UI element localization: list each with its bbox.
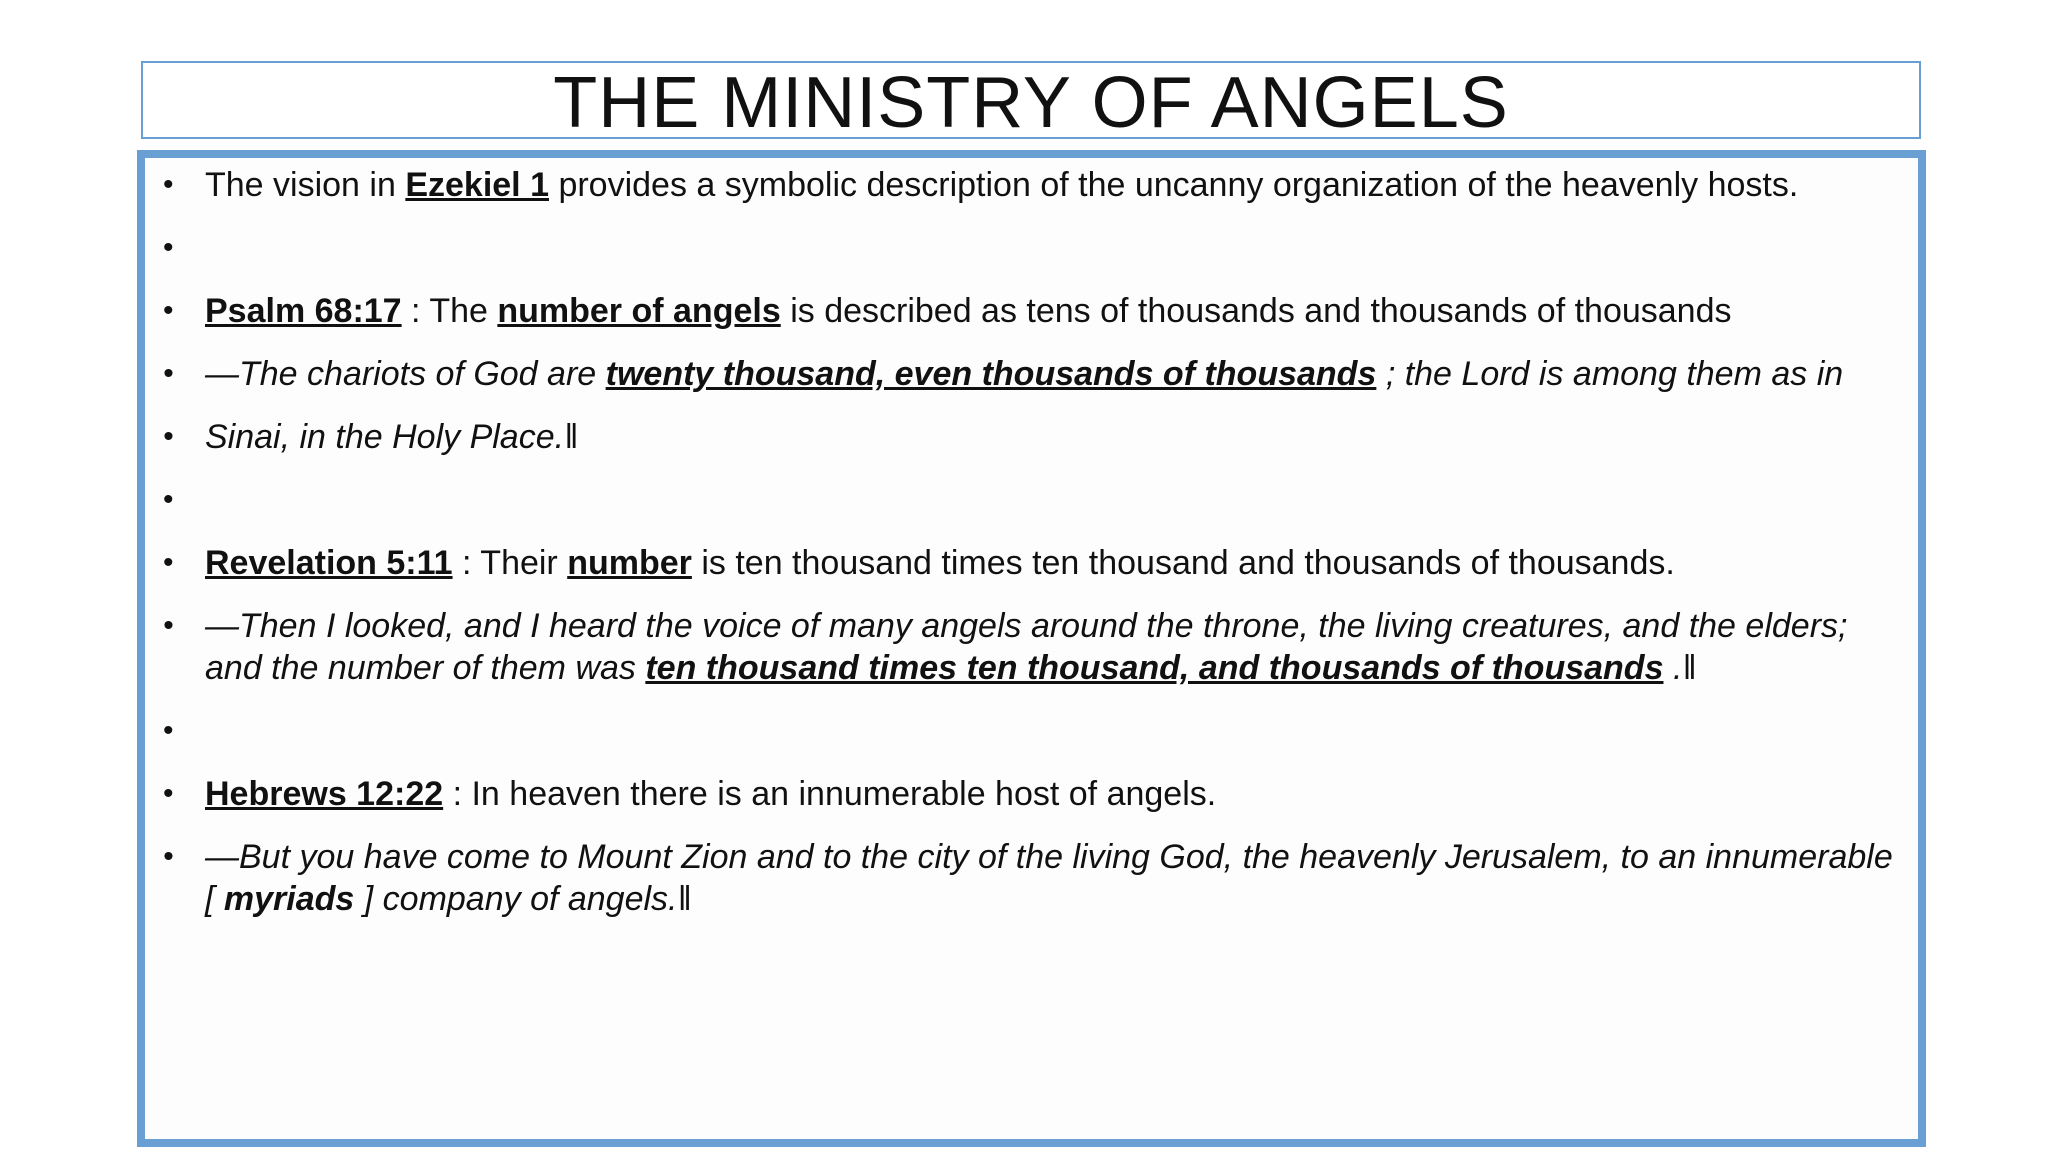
bullet-list bbox=[163, 164, 1903, 941]
slide-title: THE MINISTRY OF ANGELS bbox=[553, 63, 1509, 143]
bullet-hebrews bbox=[163, 773, 1903, 815]
bullet-empty bbox=[163, 227, 1903, 269]
bullet-dot: • bbox=[163, 714, 174, 747]
bullet-dot: • bbox=[163, 357, 174, 390]
bullet-revelation bbox=[163, 542, 1903, 584]
quote-text-pre: ―But you have come to Mount Zion and to the city of the living God, the heavenly Jerusalem, to an innumerable [ bbox=[205, 838, 1893, 918]
bullet-dot: • bbox=[163, 231, 174, 264]
quote-text: Sinai, in the Holy Place.‖ bbox=[205, 418, 579, 456]
emphasis-twenty-thousand: twenty thousand, even thousands of thousands bbox=[605, 355, 1377, 393]
scripture-ref-revelation: Revelation 5:11 bbox=[205, 544, 453, 582]
quote-text-post: ] company of angels.‖ bbox=[363, 880, 692, 918]
bullet-dot: • bbox=[163, 840, 174, 873]
bullet-dot: • bbox=[163, 168, 174, 201]
scripture-ref-psalm: Psalm 68:17 bbox=[205, 292, 402, 330]
bullet-dot: • bbox=[163, 294, 174, 327]
emphasis-number-of-angels: number of angels bbox=[497, 292, 781, 330]
bullet-ezekiel bbox=[163, 164, 1903, 206]
bullet-psalm-quote-cont bbox=[163, 416, 1903, 458]
emphasis-myriads: myriads bbox=[223, 880, 355, 918]
bullet-text-post: is ten thousand times ten thousand and thousands of thousands. bbox=[701, 544, 1675, 582]
bullet-hebrews-quote bbox=[163, 836, 1903, 920]
emphasis-ten-thousand-times: ten thousand times ten thousand, and thousands of thousands bbox=[645, 649, 1664, 687]
bullet-dot: • bbox=[163, 420, 174, 453]
bullet-empty bbox=[163, 710, 1903, 752]
quote-text-pre: ―Then I looked, and I heard the voice of many angels around the throne, the living creatures, and the elders; and the number of them was bbox=[205, 607, 1848, 687]
bullet-text-post: is described as tens of thousands and thousands of thousands bbox=[790, 292, 1732, 330]
scripture-ref-hebrews: Hebrews 12:22 bbox=[205, 775, 444, 813]
bullet-text-pre: The vision in bbox=[205, 166, 406, 204]
emphasis-number: number bbox=[567, 544, 692, 582]
bullet-dot: • bbox=[163, 777, 174, 810]
content-box bbox=[137, 150, 1926, 1147]
bullet-psalm bbox=[163, 290, 1903, 332]
scripture-ref-ezekiel: Ezekiel 1 bbox=[405, 166, 549, 204]
quote-text-post: .‖ bbox=[1672, 649, 1697, 687]
bullet-dot: • bbox=[163, 609, 174, 642]
bullet-psalm-quote bbox=[163, 353, 1903, 395]
bullet-revelation-quote bbox=[163, 605, 1903, 689]
quote-text-pre: ―The chariots of God are bbox=[205, 355, 606, 393]
bullet-text-mid: : Their bbox=[462, 544, 568, 582]
bullet-text-mid: : The bbox=[411, 292, 498, 330]
title-box bbox=[141, 61, 1921, 143]
bullet-empty bbox=[163, 479, 1903, 521]
bullet-dot: • bbox=[163, 483, 174, 516]
bullet-text-post: : In heaven there is an innumerable host of angels. bbox=[452, 775, 1217, 813]
bullet-dot: • bbox=[163, 546, 174, 579]
bullet-text-post: provides a symbolic description of the uncanny organization of the heavenly hosts. bbox=[558, 166, 1799, 204]
quote-text-post: ; the Lord is among them as in bbox=[1385, 355, 1844, 393]
